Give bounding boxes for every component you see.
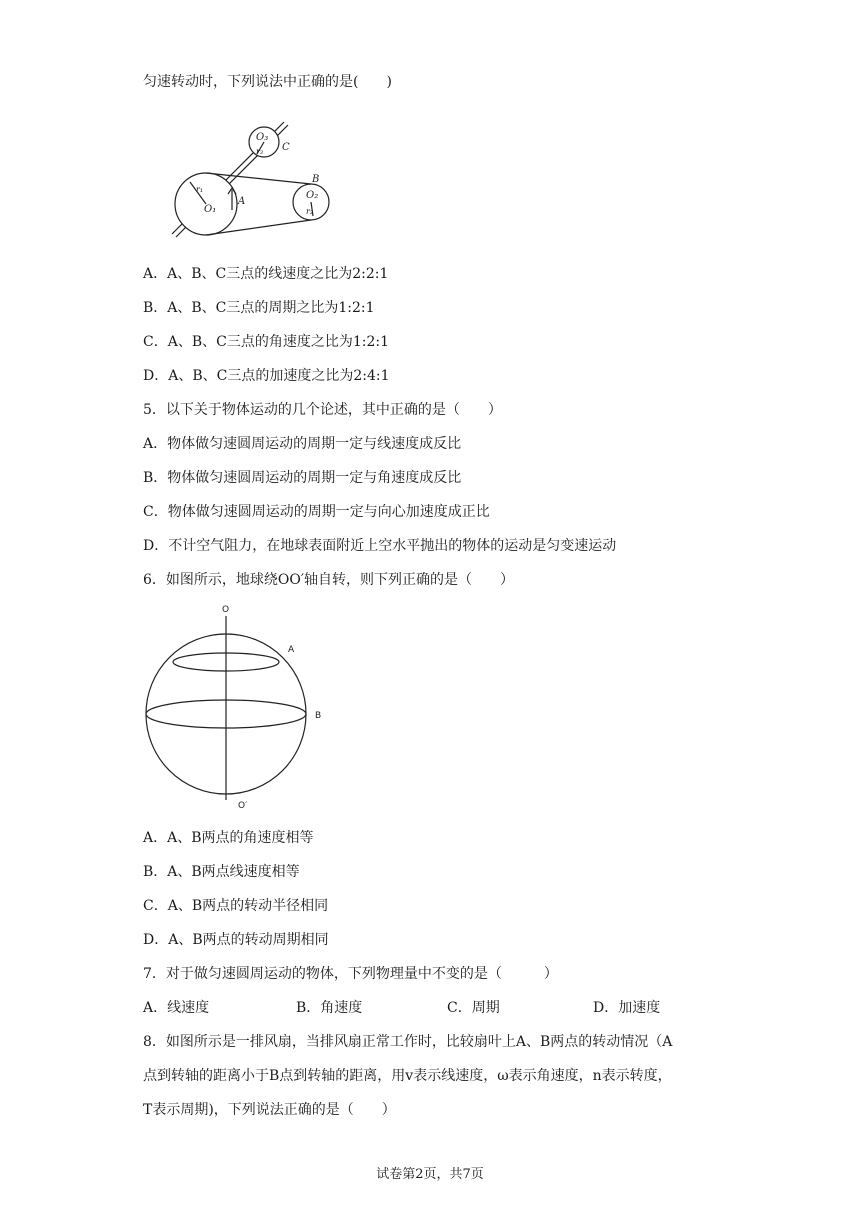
q4-pulley-figure xyxy=(160,116,360,240)
label-o2: O₂ xyxy=(306,190,319,201)
label-b: B xyxy=(312,174,320,185)
label-r1: r₁ xyxy=(196,185,204,194)
q6-option-b: B．A、B两点线速度相等 xyxy=(143,864,300,880)
q6-globe-figure xyxy=(140,602,340,812)
q8-line-3: T表示周期)，下列说法正确的是（ ） xyxy=(143,1102,396,1118)
q4-option-d: D．A、B、C三点的加速度之比为2:4:1 xyxy=(143,368,390,384)
label-o1: O₁ xyxy=(204,204,217,215)
label-r3: r₃ xyxy=(256,147,264,156)
q7-option-c: C．周期 xyxy=(447,1000,500,1016)
label-c: C xyxy=(282,142,290,153)
q7-option-b: B．角速度 xyxy=(296,1000,363,1016)
q8-line-2: 点到转轴的距离小于B点到转轴的距离，用v表示线速度，ω表示角速度，n表示转度， xyxy=(143,1068,672,1084)
q6-stem: 6．如图所示，地球绕OO′轴自转，则下列正确的是（ ） xyxy=(143,572,515,588)
label-r2: r₂ xyxy=(306,207,314,216)
label-b: B xyxy=(315,711,322,721)
q8-line-1: 8．如图所示是一排风扇，当排风扇正常工作时，比较扇叶上A、B两点的转动情况（A xyxy=(143,1034,673,1050)
label-o-top: O xyxy=(222,605,230,615)
q4-option-b: B．A、B、C三点的周期之比为1:2:1 xyxy=(143,300,375,316)
page-footer: 试卷第2页，共7页 xyxy=(376,1167,484,1182)
q6-option-c: C．A、B两点的转动半径相同 xyxy=(143,898,329,914)
q4-option-c: C．A、B、C三点的角速度之比为1:2:1 xyxy=(143,334,389,350)
label-o3: O₃ xyxy=(256,132,269,143)
q7-stem: 7．对于做匀速圆周运动的物体，下列物理量中不变的是（ ） xyxy=(143,966,558,982)
label-o-bottom: O′ xyxy=(238,801,248,811)
label-a: A xyxy=(238,196,246,207)
q5-option-d: D．不计空气阻力，在地球表面附近上空水平抛出的物体的运动是匀变速运动 xyxy=(143,538,617,554)
q5-stem: 5．以下关于物体运动的几个论述，其中正确的是（ ） xyxy=(143,402,502,418)
q7-option-d: D．加速度 xyxy=(593,1000,661,1016)
q5-option-a: A．物体做匀速圆周运动的周期一定与线速度成反比 xyxy=(143,436,462,452)
q4-stem-tail: 匀速转动时，下列说法中正确的是( ) xyxy=(143,74,392,90)
label-a: A xyxy=(288,645,295,655)
q5-option-c: C．物体做匀速圆周运动的周期一定与向心加速度成正比 xyxy=(143,504,490,520)
q6-option-d: D．A、B两点的转动周期相同 xyxy=(143,932,329,948)
q4-option-a: A．A、B、C三点的线速度之比为2:2:1 xyxy=(143,266,389,282)
q5-option-b: B．物体做匀速圆周运动的周期一定与角速度成反比 xyxy=(143,470,462,486)
q7-option-a: A．线速度 xyxy=(143,1000,210,1016)
q6-option-a: A．A、B两点的角速度相等 xyxy=(143,830,314,846)
